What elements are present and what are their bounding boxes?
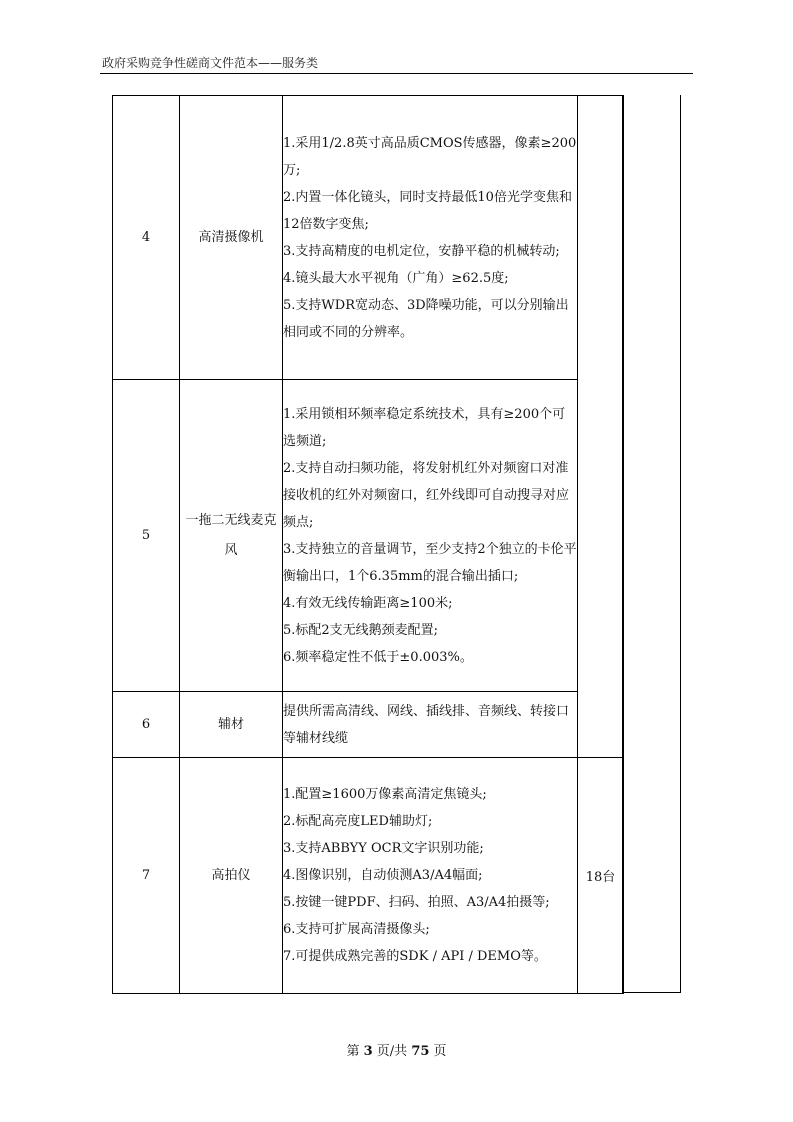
quantity-cell-empty <box>578 96 624 758</box>
table-row <box>113 758 624 994</box>
spec-line: 5.按键一键PDF、扫码、拍照、A3/A4拍摄等; <box>283 895 550 910</box>
item-name: 辅材 <box>180 692 283 758</box>
item-spec <box>283 692 578 758</box>
spec-line: 5.支持WDR宽动态、3D降噪功能，可以分别输出相同或不同的分辨率。 <box>283 297 569 340</box>
item-number: 7 <box>113 758 180 994</box>
footer-suffix: 页 <box>433 1044 447 1059</box>
item-spec <box>283 758 578 994</box>
footer-prefix: 第 <box>346 1044 360 1059</box>
item-spec <box>283 96 578 380</box>
spec-line: 4.图像识别，自动侦测A3/A4幅面; <box>283 868 483 883</box>
spec-line: 3.支持高精度的电机定位，安静平稳的机械转动; <box>283 243 560 259</box>
table-row <box>113 380 624 692</box>
item-spec <box>283 380 578 692</box>
table-row <box>113 96 624 380</box>
spec-line: 7.可提供成熟完善的SDK / API / DEMO等。 <box>283 949 547 964</box>
spec-line: 提供所需高清线、网线、插线排、音频线、转接口等辅材线缆 <box>283 703 570 746</box>
spec-line: 3.支持ABBYY OCR文字识别功能; <box>283 841 484 856</box>
spec-line: 6.频率稳定性不低于±0.003%。 <box>283 649 473 665</box>
spec-line: 1.采用锁相环频率稳定系统技术，具有≥200个可选频道; <box>283 406 566 449</box>
header-rule <box>100 73 693 74</box>
item-number: 4 <box>113 96 180 380</box>
footer-total-pages: 75 <box>411 1044 430 1059</box>
outer-bottom-line <box>622 992 681 993</box>
spec-line: 2.内置一体化镜头，同时支持最低10倍光学变焦和12倍数字变焦; <box>283 189 572 232</box>
spec-line: 2.标配高亮度LED辅助灯; <box>283 814 433 829</box>
document-header-title: 政府采购竞争性磋商文件范本——服务类 <box>102 56 319 70</box>
page-footer <box>0 1040 793 1059</box>
spec-line: 5.标配2支无线鹅颈麦配置; <box>283 622 439 638</box>
spec-line: 6.支持可扩展高清摄像头; <box>283 922 430 937</box>
item-number: 6 <box>113 692 180 758</box>
item-name: 高清摄像机 <box>180 96 283 380</box>
spec-line: 3.支持独立的音量调节，至少支持2个独立的卡伦平衡输出口，1个6.35mm的混合输出插口; <box>283 541 577 584</box>
spec-line: 4.有效无线传输距离≥100米; <box>283 595 453 611</box>
spec-table <box>112 95 624 994</box>
spec-line: 2.支持自动扫频功能，将发射机红外对频窗口对准接收机的红外对频窗口，红外线即可自动搜寻对应频点; <box>283 460 570 530</box>
spec-line: 1.配置≥1600万像素高清定焦镜头; <box>283 787 487 802</box>
item-number: 5 <box>113 380 180 692</box>
item-name: 一拖二无线麦克风 <box>180 380 283 692</box>
outer-column-line-2 <box>680 95 681 993</box>
table-row <box>113 692 624 758</box>
spec-line: 1.采用1/2.8英寸高品质CMOS传感器，像素≥200万; <box>283 135 577 178</box>
spec-line: 4.镜头最大水平视角（广角）≥62.5度; <box>283 270 509 286</box>
item-name: 高拍仪 <box>180 758 283 994</box>
footer-page-number: 3 <box>363 1044 373 1059</box>
footer-middle: 页/共 <box>376 1044 408 1059</box>
item-quantity: 18台 <box>578 758 624 994</box>
